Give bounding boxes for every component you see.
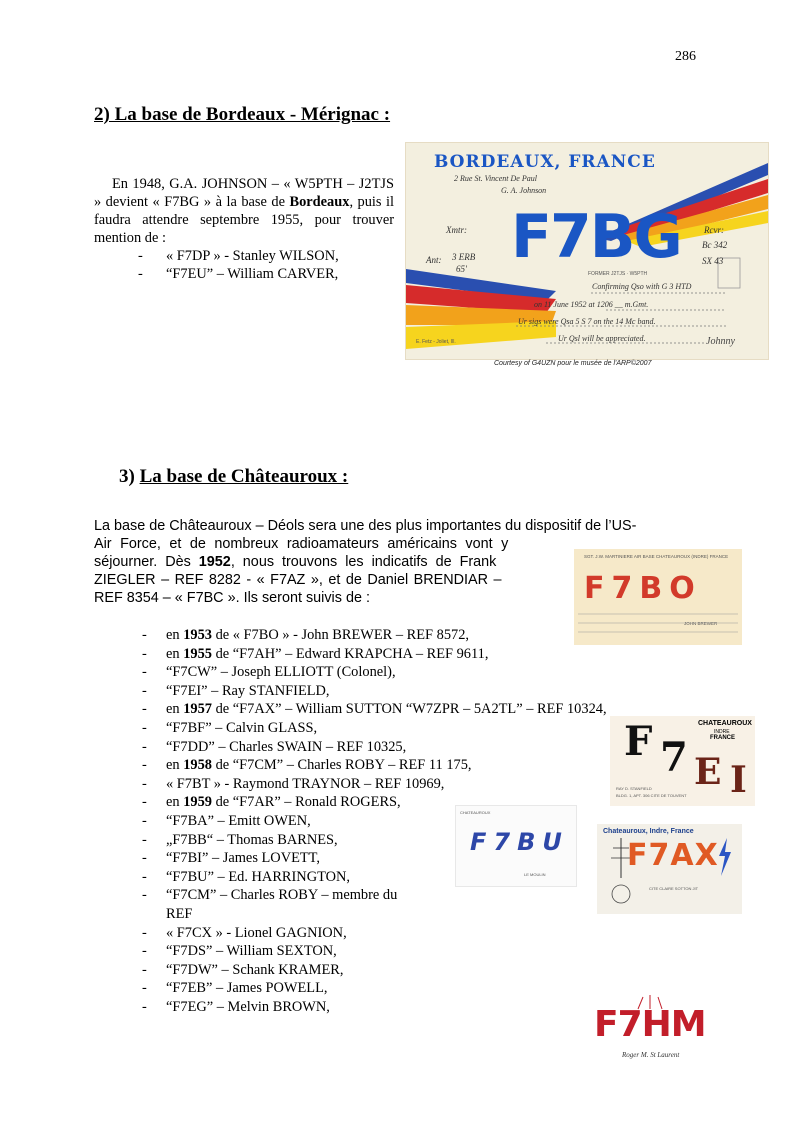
qsl-line2: on 11 June 1952 at 1206 __ m.Gmt. bbox=[534, 300, 649, 309]
heading-text: La base de Châteauroux : bbox=[139, 466, 349, 487]
list-item-year: 1957 bbox=[183, 701, 212, 718]
qsl-ant-value2: 65' bbox=[456, 264, 467, 274]
para-line: REF 8354 – « F7BC ». Ils seront suivis de : bbox=[94, 590, 370, 606]
qsl-f7ei-city: CHATEAUROUX bbox=[698, 720, 752, 727]
qsl-card-f7bu bbox=[455, 805, 577, 887]
qsl-line1: Confirming Qso with G 3 HTD bbox=[592, 282, 692, 291]
list-item-text: « F7BT » - Raymond TRAYNOR – REF 10969, bbox=[166, 775, 445, 792]
list-item: - « F7BT » - Raymond TRAYNOR – REF 10969, bbox=[142, 775, 445, 792]
list-item-text: en bbox=[166, 701, 184, 718]
qsl-f7ax-header: Chateauroux, Indre, France bbox=[603, 828, 694, 835]
qsl-f7ax-bolt bbox=[715, 838, 735, 878]
list-item: - « F7CX » - Lionel GAGNION, bbox=[142, 924, 347, 941]
qsl-card-f7bg bbox=[405, 142, 769, 360]
list-item-text: de “F7AX” – William SUTTON “W7ZPR – 5A2TL” – REF 10324, bbox=[211, 701, 607, 718]
qsl-f7bu-top: CHATEAUROUX bbox=[460, 810, 491, 815]
qsl-f7bo-name: JOHN BREWER bbox=[684, 621, 718, 626]
para-text: , puis il faudra attendre septembre 1955, pour trouver mention de : bbox=[94, 194, 395, 246]
qsl-f7ei-country: FRANCE bbox=[710, 735, 735, 741]
qsl-line3: Ur sigs were Qsa 5 S 7 on the 14 Mc band. bbox=[518, 317, 656, 326]
qsl-f7ei-region: INDRE bbox=[714, 729, 730, 735]
list-item: - “F7BA” – Emitt OWEN, bbox=[142, 812, 311, 829]
list-item-text: de « F7BO » - John BREWER – REF 8572, bbox=[211, 627, 470, 643]
list-item: - “F7DD” – Charles SWAIN – REF 10325, bbox=[142, 738, 407, 755]
bordeaux-list bbox=[138, 247, 398, 283]
qsl-f7bo-callsign: F7BO bbox=[584, 571, 702, 606]
qsl-city: BORDEAUX, FRANCE bbox=[434, 152, 656, 172]
qsl-f7ei-f: F bbox=[624, 718, 653, 765]
list-item-year: 1958 bbox=[183, 757, 212, 774]
list-item-text: « F7DP » - Stanley WILSON, bbox=[166, 248, 339, 264]
list-item-year: 1959 bbox=[183, 794, 212, 811]
list-item-year: 1953 bbox=[183, 627, 212, 643]
qsl-f7ei-addr: BLDG. 1, APT. 306 CITE DE TOUVENT bbox=[616, 793, 687, 798]
list-item: - “F7CM” – Charles ROBY – membre du bbox=[142, 887, 398, 904]
qsl-rcvr-value2: SX 43 bbox=[702, 256, 724, 266]
para-text: En 1948, G.A. JOHNSON – « W5PTH – J2TJS » devient « F7BG » à la base de bbox=[94, 176, 394, 210]
list-item: - “F7BI” – James LOVETT, bbox=[142, 850, 320, 867]
qsl-f7bg-credit: Courtesy of G4UZN pour le musée de l'ARP©2007 bbox=[494, 360, 652, 367]
qsl-printer: E. Fetz - Joliet, Ill. bbox=[416, 339, 456, 345]
list-item-text: “F7EI” – Ray STANFIELD, bbox=[166, 682, 330, 699]
qsl-card-f7hm bbox=[588, 995, 718, 1077]
para-line: Air Force, et de nombreux radioamateurs américains vont y bbox=[94, 536, 509, 552]
list-item-text: “F7EB” – James POWELL, bbox=[166, 980, 328, 997]
para-line: séjourner. Dès 1952, nous trouvons les indicatifs de Frank bbox=[94, 554, 497, 570]
list-item: - en 1957 de “F7AX” – William SUTTON “W7ZPR – 5A2TL” – REF 10324, bbox=[142, 701, 607, 718]
chateauroux-list bbox=[142, 626, 682, 1016]
qsl-f7ei-name: RAY D. STANFIELD bbox=[616, 786, 652, 791]
list-item-text: “F7CM” – Charles ROBY – membre du bbox=[166, 887, 398, 904]
qsl-f7hm-name: Roger M. St Laurent bbox=[622, 1051, 680, 1059]
qsl-rcvr-value: Bc 342 bbox=[702, 240, 728, 250]
list-item: - « F7DP » - Stanley WILSON, bbox=[138, 248, 339, 264]
qsl-name: G. A. Johnson bbox=[501, 186, 547, 195]
list-item: - “F7EU” – William CARVER, bbox=[138, 266, 339, 282]
qsl-f7bu-bottom: LE MOULIN bbox=[524, 872, 546, 877]
qsl-f7bo-lines bbox=[578, 609, 738, 639]
list-item-text: “F7EU” – William CARVER, bbox=[166, 266, 339, 282]
qsl-rcvr-label: Rcvr: bbox=[704, 225, 724, 235]
qsl-former: FORMER J2TJS · W5PTH bbox=[588, 271, 648, 277]
list-item: - “F7EI” – Ray STANFIELD, bbox=[142, 682, 330, 699]
list-item: - “F7EB” – James POWELL, bbox=[142, 980, 328, 997]
list-item-text: de “F7CM” – Charles ROBY – REF 11 175, bbox=[211, 757, 472, 774]
list-item-text: en bbox=[166, 645, 184, 662]
list-item-text: en bbox=[166, 627, 184, 643]
qsl-f7ei-ei: E bbox=[694, 751, 722, 793]
qsl-f7ax-addr: CITE CLAIRE SOTTON JIT bbox=[649, 886, 699, 891]
qsl-f7bu-callsign: F7BU bbox=[470, 828, 569, 856]
para-bold: Bordeaux bbox=[289, 194, 350, 210]
qsl-card-f7bo bbox=[574, 549, 742, 645]
list-item-text: “F7BA” – Emitt OWEN, bbox=[166, 812, 311, 829]
list-item: - “F7DW” – Schank KRAMER, bbox=[142, 961, 344, 978]
qsl-xmtr-label: Xmtr: bbox=[446, 225, 467, 235]
qsl-ant-value: 3 ERB bbox=[452, 252, 476, 262]
para-line: La base de Châteauroux – Déols sera une des plus importantes du dispositif de l’US- bbox=[94, 518, 637, 534]
qsl-f7hm-callsign: F7HM bbox=[594, 1004, 706, 1045]
qsl-callsign: F7BG bbox=[511, 202, 681, 272]
list-item-year: 1955 bbox=[183, 645, 212, 662]
list-item: - “F7DS” – William SEXTON, bbox=[142, 943, 337, 960]
qsl-ant-label: Ant: bbox=[426, 255, 442, 265]
qsl-address: 2 Rue St. Vincent De Paul bbox=[454, 174, 537, 183]
list-item: - „F7BB“ – Thomas BARNES, bbox=[142, 831, 338, 848]
list-item-text: “F7BI” – James LOVETT, bbox=[166, 850, 320, 867]
qsl-f7bo-top: SGT. J.W. MARTINIERE AIR BASE CHATEAUROUX (INDRE) FRANCE bbox=[584, 554, 729, 559]
list-item: - “F7BU” – Ed. HARRINGTON, bbox=[142, 868, 351, 885]
qsl-f7ax-callsign: F7AX bbox=[627, 838, 719, 873]
page-number: 286 bbox=[675, 49, 696, 64]
list-item-text: de “F7AR” – Ronald ROGERS, bbox=[211, 794, 401, 811]
list-item-text: “F7DD” – Charles SWAIN – REF 10325, bbox=[166, 738, 407, 755]
list-item-text: “F7EG” – Melvin BROWN, bbox=[166, 998, 330, 1015]
list-item-text: “F7BU” – Ed. HARRINGTON, bbox=[166, 868, 351, 885]
list-item-text: « F7CX » - Lionel GAGNION, bbox=[166, 924, 347, 941]
qsl-f7ei-7: 7 bbox=[660, 734, 688, 781]
list-item: - “F7EG” – Melvin BROWN, bbox=[142, 998, 330, 1015]
list-item-text: “F7DS” – William SEXTON, bbox=[166, 943, 337, 960]
list-item: - en 1953 de « F7BO » - John BREWER – REF 8572, bbox=[142, 627, 470, 643]
list-item-text: en bbox=[166, 794, 184, 811]
list-item: - “F7CW” – Joseph ELLIOTT (Colonel), bbox=[142, 664, 396, 681]
list-item-text: de “F7AH” – Edward KRAPCHA – REF 9611, bbox=[211, 645, 489, 662]
qsl-signature: Johnny bbox=[706, 336, 735, 347]
qsl-f7ei-i: I bbox=[730, 759, 747, 801]
section-heading-chateauroux bbox=[119, 466, 348, 488]
list-item-text: „F7BB“ – Thomas BARNES, bbox=[166, 831, 338, 848]
para-line: ZIEGLER – REF 8282 - « F7AZ », et de Daniel BRENDIAR – bbox=[94, 572, 502, 588]
list-item-text: REF bbox=[166, 905, 193, 922]
list-item-text: “F7BF” – Calvin GLASS, bbox=[166, 719, 318, 736]
list-item-text: “F7DW” – Schank KRAMER, bbox=[166, 961, 344, 978]
section-heading-bordeaux: 2) La base de Bordeaux - Mérignac : bbox=[94, 104, 391, 125]
list-item: - en 1955 de “F7AH” – Edward KRAPCHA – REF 9611, bbox=[142, 645, 489, 662]
list-item: - en 1958 de “F7CM” – Charles ROBY – REF 11 175, bbox=[142, 757, 472, 774]
qsl-card-f7ei bbox=[610, 716, 755, 806]
list-item-text: en bbox=[166, 757, 184, 774]
list-item: - “F7BF” – Calvin GLASS, bbox=[142, 719, 318, 736]
list-item: - en 1959 de “F7AR” – Ronald ROGERS, bbox=[142, 794, 401, 811]
heading-number: 3) bbox=[119, 466, 140, 487]
bordeaux-paragraph bbox=[94, 175, 394, 247]
list-item-text: “F7CW” – Joseph ELLIOTT (Colonel), bbox=[166, 664, 396, 681]
qsl-card-f7ax bbox=[597, 824, 742, 914]
qsl-line4: Ur Qsl will be appreciated. bbox=[558, 334, 646, 343]
